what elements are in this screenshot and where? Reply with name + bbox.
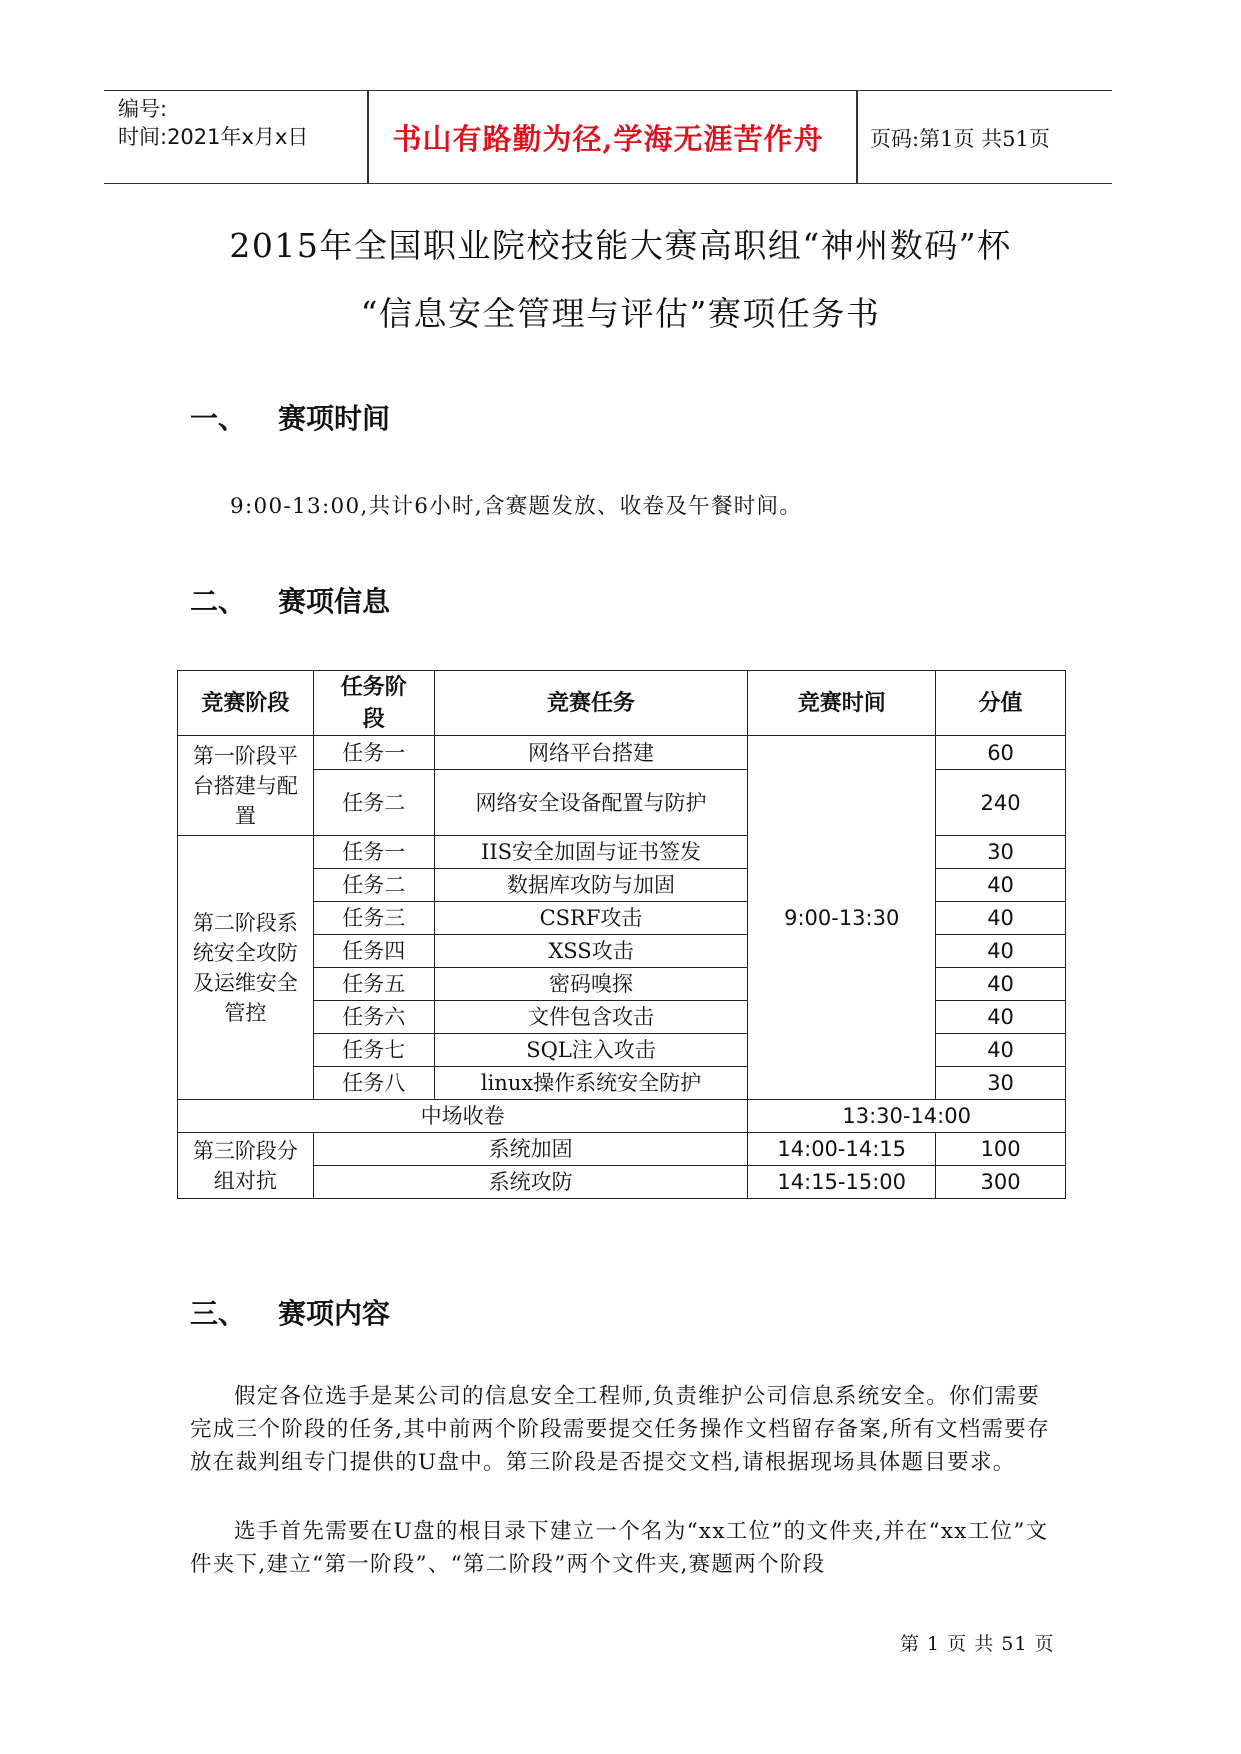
task-cell: 任务二: [313, 770, 434, 836]
header-divider: [856, 91, 858, 183]
section-number: 三、: [190, 1297, 247, 1330]
table-header-cell: 竞赛任务: [434, 671, 748, 736]
score-cell: 40: [936, 935, 1066, 968]
page-footer: 第 1 页 共 51 页: [900, 1633, 1055, 1655]
table-row: [178, 736, 1066, 770]
header-motto: 书山有路勤为径,学海无涯苦作舟: [392, 122, 824, 156]
score-cell: 30: [936, 836, 1066, 869]
table-header-cell: 任务阶段: [313, 671, 434, 736]
content-cell: 系统加固: [313, 1133, 747, 1166]
content-cell: 网络安全设备配置与防护: [434, 770, 748, 836]
task-cell: 任务一: [313, 836, 434, 869]
stage-cell: 第二阶段系统安全攻防及运维安全管控: [178, 836, 314, 1100]
section-heading-content: [190, 1292, 390, 1332]
task-cell: 任务七: [313, 1034, 434, 1067]
content-cell: SQL注入攻击: [434, 1034, 748, 1067]
task-cell: 任务一: [313, 736, 434, 770]
page-header: [104, 90, 1112, 184]
time-cell: 14:15-15:00: [748, 1166, 936, 1199]
break-time-cell: 13:30-14:00: [748, 1100, 1066, 1133]
content-cell: linux操作系统安全防护: [434, 1067, 748, 1100]
section-heading-time: [190, 397, 390, 437]
section-title: 赛项信息: [278, 585, 391, 618]
score-cell: 60: [936, 736, 1066, 770]
content-cell: CSRF攻击: [434, 902, 748, 935]
score-cell: 40: [936, 1034, 1066, 1067]
date-label: 时间:2021年x月x日: [118, 125, 309, 149]
schedule-table: [177, 670, 1066, 1199]
header-page-label: 页码:第1页 共51页: [870, 127, 1050, 151]
table-header-cell: 竞赛阶段: [178, 671, 314, 736]
score-cell: 240: [936, 770, 1066, 836]
time-paragraph: 9:00-13:00,共计6小时,含赛题发放、收卷及午餐时间。: [230, 494, 803, 519]
task-cell: 任务二: [313, 869, 434, 902]
content-paragraph-1: 假定各位选手是某公司的信息安全工程师,负责维护公司信息系统安全。你们需要完成三个阶段的任务,其中前两个阶段需要提交任务操作文档留存备案,所有文档需要存放在裁判组专门提供的U盘中。第三阶段是否提交文档,请根据现场具体题目要求。: [190, 1384, 1050, 1475]
table-header-cell: 分值: [936, 671, 1066, 736]
task-cell: 任务六: [313, 1001, 434, 1034]
content-cell: 密码嗅探: [434, 968, 748, 1001]
score-cell: 40: [936, 902, 1066, 935]
content-cell: 文件包含攻击: [434, 1001, 748, 1034]
task-cell: 任务八: [313, 1067, 434, 1100]
task-cell: 任务四: [313, 935, 434, 968]
content-cell: 数据库攻防与加固: [434, 869, 748, 902]
score-cell: 40: [936, 1001, 1066, 1034]
task-cell: 任务三: [313, 902, 434, 935]
content-cell: 网络平台搭建: [434, 736, 748, 770]
time-cell: 14:00-14:15: [748, 1133, 936, 1166]
score-cell: 40: [936, 869, 1066, 902]
score-cell: 100: [936, 1133, 1066, 1166]
serial-label: 编号:: [118, 97, 168, 121]
task-cell: 任务五: [313, 968, 434, 1001]
time-cell: 9:00-13:30: [748, 736, 936, 1100]
section-title: 赛项内容: [278, 1297, 391, 1330]
content-cell: IIS安全加固与证书签发: [434, 836, 748, 869]
content-paragraph-2: 选手首先需要在U盘的根目录下建立一个名为“xx工位”的文件夹,并在“xx工位”文件夹下,建立“第一阶段”、“第二阶段”两个文件夹,赛题两个阶段: [190, 1519, 1049, 1577]
content-cell: 系统攻防: [313, 1166, 747, 1199]
section-number: 二、: [190, 585, 247, 618]
header-meta: [118, 95, 308, 151]
document-title-line2: “信息安全管理与评估”赛项任务书: [360, 294, 881, 333]
stage-cell: 第一阶段平台搭建与配置: [178, 736, 314, 836]
table-header-row: [178, 671, 1066, 736]
break-label-cell: 中场收卷: [178, 1100, 748, 1133]
table-header-cell: 竞赛时间: [748, 671, 936, 736]
section-title: 赛项时间: [278, 402, 391, 435]
content-cell: XSS攻击: [434, 935, 748, 968]
table-row: [178, 1133, 1066, 1166]
section-heading-info: [190, 580, 390, 620]
section-number: 一、: [190, 402, 247, 435]
score-cell: 300: [936, 1166, 1066, 1199]
document-title-line1: 2015年全国职业院校技能大赛高职组“神州数码”杯: [229, 226, 1012, 265]
score-cell: 30: [936, 1067, 1066, 1100]
score-cell: 40: [936, 968, 1066, 1001]
stage-cell: 第三阶段分组对抗: [178, 1133, 314, 1199]
table-row: [178, 1100, 1066, 1133]
